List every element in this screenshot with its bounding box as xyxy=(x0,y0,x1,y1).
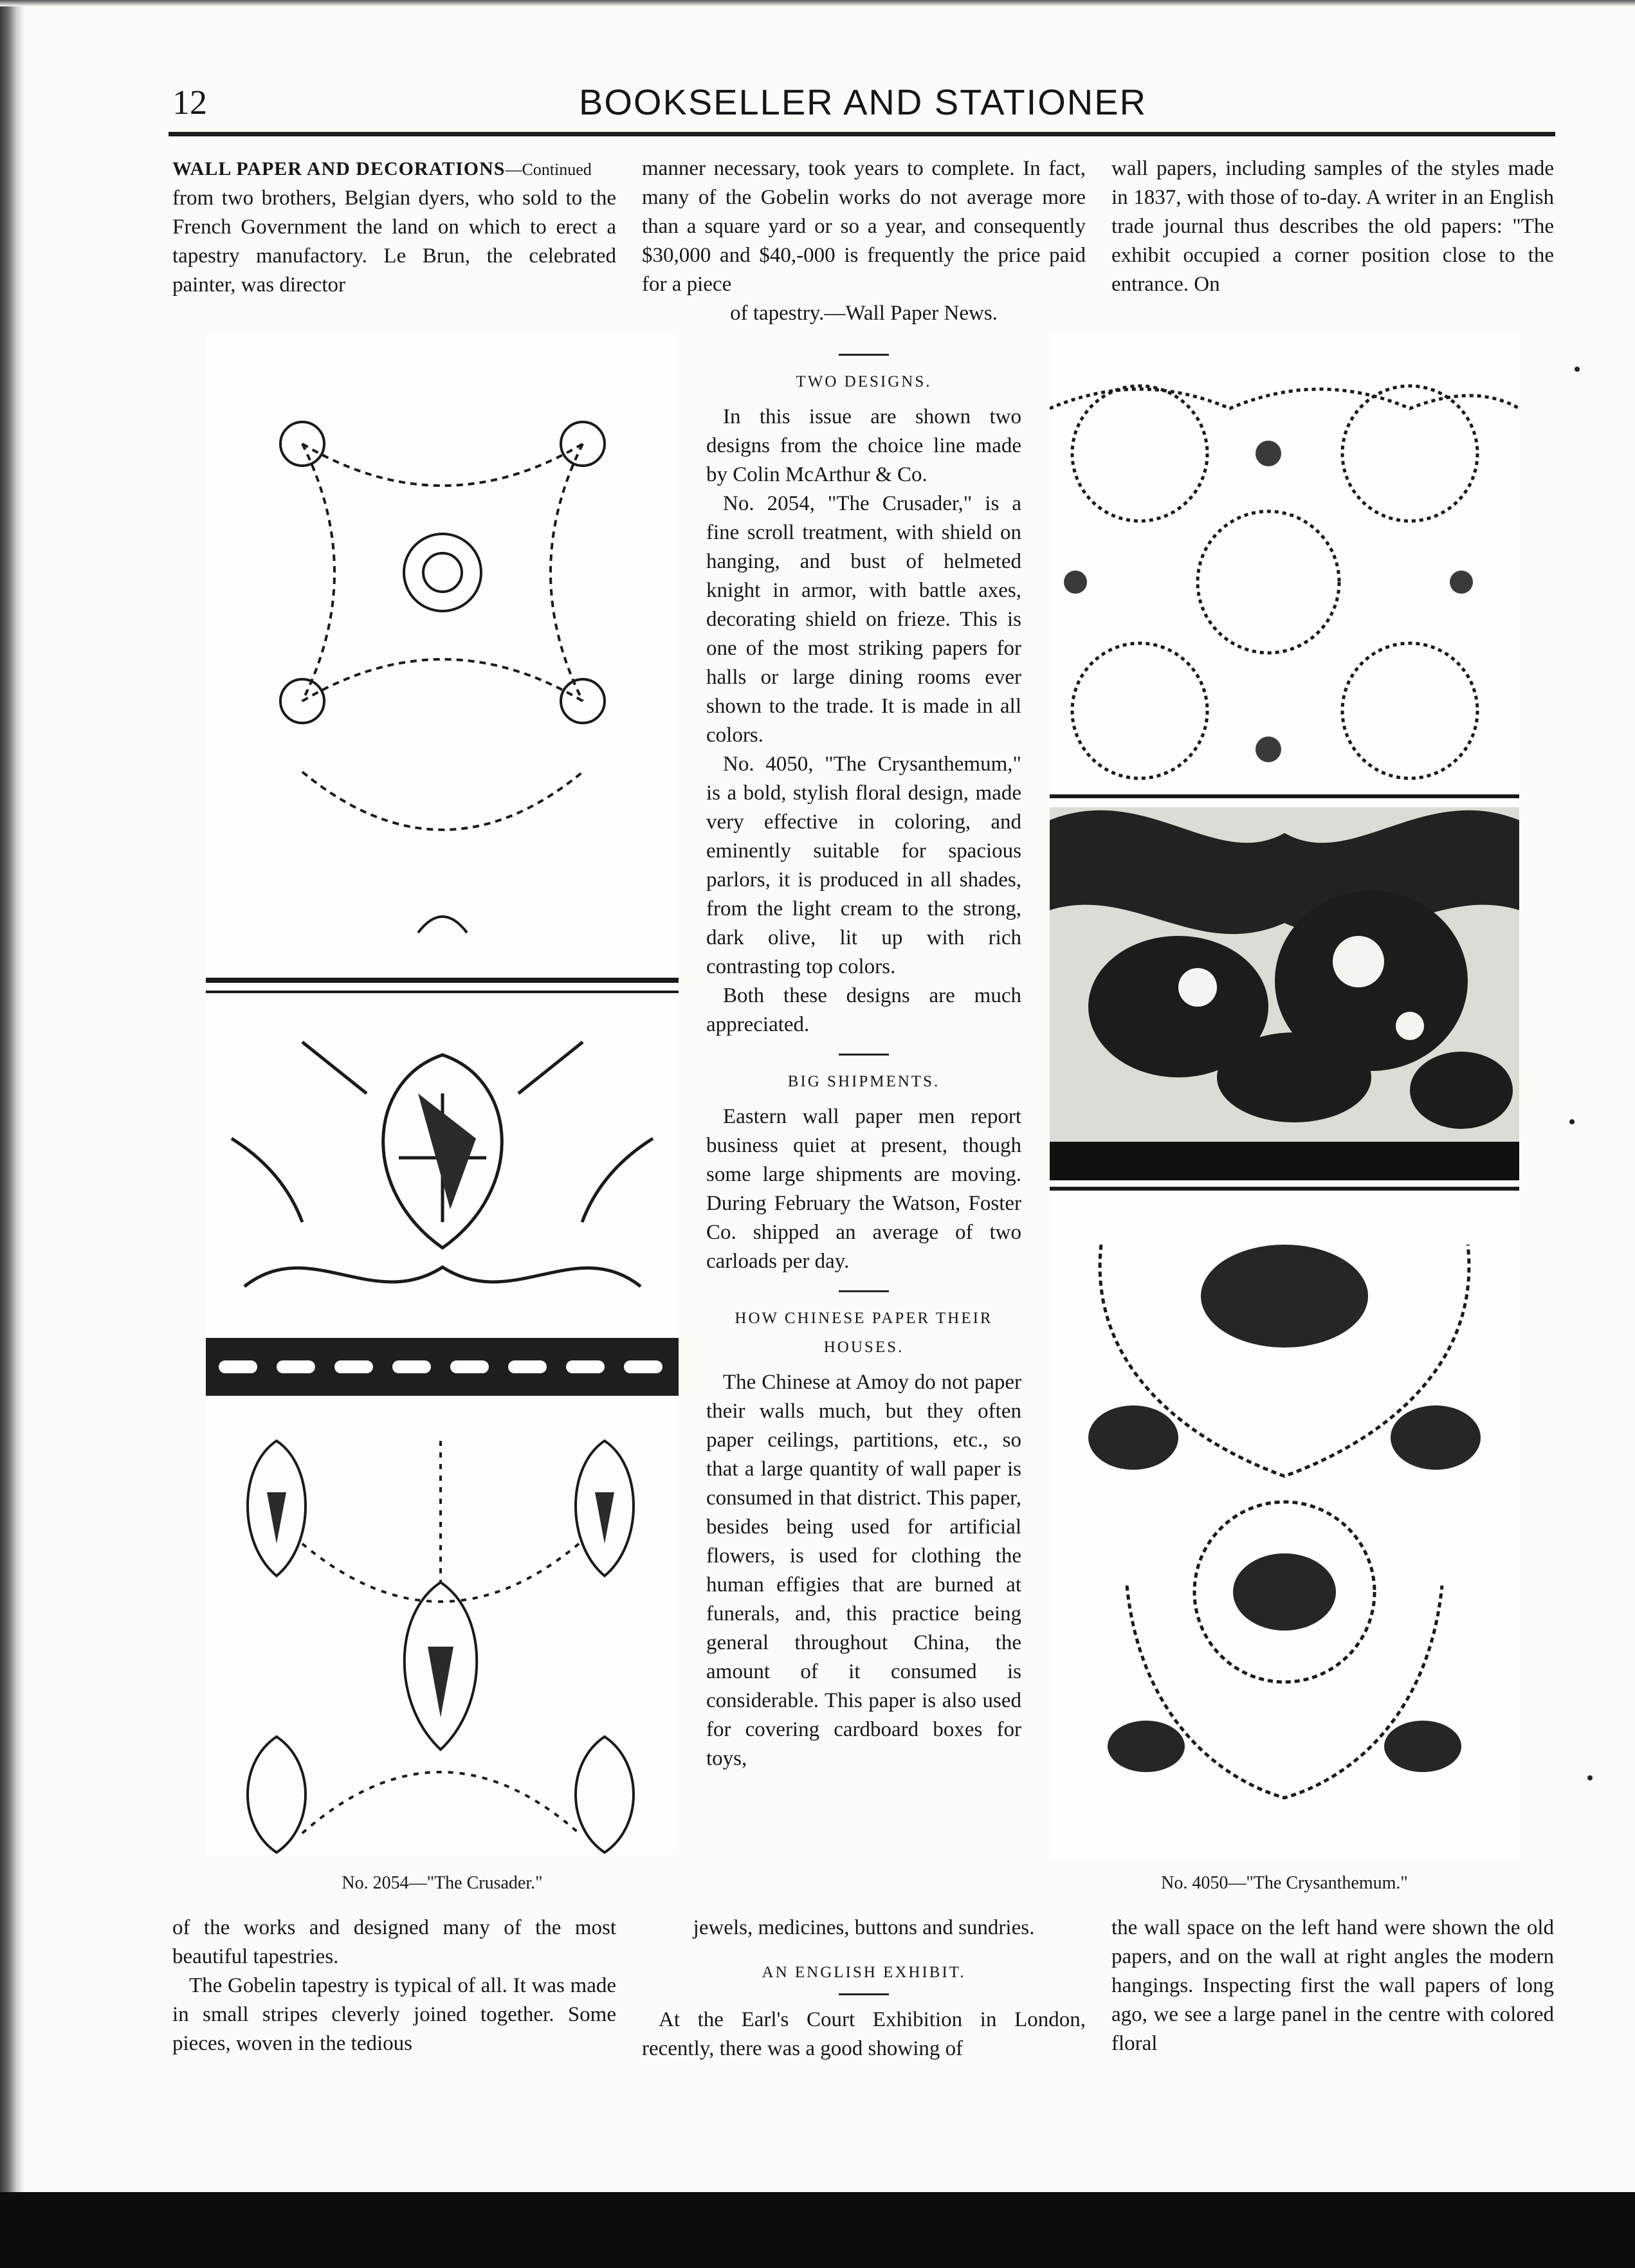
big-shipments-paragraph: Eastern wall paper men report business quiet at present, though some large shipments are moving. During February the Watson, Foster Co. shipped an average of two carloads per day. xyxy=(706,1105,1021,1273)
scan-top-edge xyxy=(0,0,1635,6)
divider-rule xyxy=(839,1054,889,1056)
col1-top-text xyxy=(172,154,616,300)
header-rule xyxy=(169,132,1555,136)
section-title: WALL PAPER AND DECORATIONS xyxy=(172,158,506,179)
big-shipments-heading: BIG SHIPMENTS. xyxy=(787,1073,940,1090)
scan-speck xyxy=(1569,1119,1575,1124)
divider-rule xyxy=(839,1290,889,1292)
scan-bottom-band xyxy=(0,2192,1635,2268)
chinese-paper-paragraph: The Chinese at Amoy do not paper their walls much, but they often paper ceilings, partitions, etc., so that a large quantity of wall paper is consumed in that district. This paper, besides being used for artificial flowers, is used for clothing the human effigies that are burned at funerals, and, this practice being general throughout China, the amount of it consumed is considerable. This paper is also used for covering cardboard boxes for toys, xyxy=(706,1371,1021,1770)
col1-bottom-text xyxy=(172,1914,616,2058)
crusader-wallpaper-plate xyxy=(206,334,679,1856)
crysanthemum-pattern-illustration xyxy=(1050,331,1519,1859)
crusader-caption: No. 2054—"The Crusader." xyxy=(342,1873,543,1893)
english-exhibit-paragraph: At the Earl's Court Exhibition in London, recently, there was a good showing of xyxy=(642,2008,1086,2060)
col2-bottom-text xyxy=(642,1914,1086,2063)
scan-speck xyxy=(1575,367,1580,372)
two-designs-paragraph-2: No. 2054, "The Crusader," is a fine scroll treatment, with shield on hanging, and bust of helmeted knight in armor, with battle axes, decorating shield on frieze. This is one of the most striking papers for halls or large dining rooms ever shown to the trade. It is made in all colors. xyxy=(706,492,1021,747)
two-designs-paragraph-1: In this issue are shown two designs from the choice line made by Colin McArthur & Co. xyxy=(706,405,1021,486)
col1-bottom-paragraph-2: The Gobelin tapestry is typical of all. It was made in small stripes cleverly joined together. Some pieces, woven in the tedious xyxy=(172,1974,616,2055)
page-number: 12 xyxy=(172,83,207,122)
middle-column xyxy=(706,354,1021,1773)
scan-binding-edge xyxy=(0,0,24,2268)
col2-top-paragraph: manner necessary, took years to complete. In fact, many of the Gobelin works do not average more than a square yard or so a year, and consequently $30,000 and $40,-000 is frequently the price paid for a piece xyxy=(642,157,1086,296)
col3-bottom-paragraph: the wall space on the left hand were shown the old papers, and on the wall at right angles the modern hangings. Inspecting first the wall papers of long ago, we see a large panel in the centre with colored floral xyxy=(1111,1916,1554,2055)
crusader-pattern-illustration xyxy=(206,334,679,1856)
divider-rule xyxy=(839,1993,889,1995)
running-head: BOOKSELLER AND STATIONER xyxy=(579,82,1147,122)
two-designs-heading: TWO DESIGNS. xyxy=(796,373,932,390)
col3-bottom-text xyxy=(1111,1914,1554,2058)
scan-speck xyxy=(1587,1775,1593,1780)
chinese-paper-heading-line-2: HOUSES. xyxy=(823,1339,904,1356)
col3-top-text xyxy=(1111,154,1554,299)
two-designs-paragraph-3: No. 4050, "The Crysanthemum," is a bold, stylish floral design, made very effective in coloring, and eminently suitable for spacious parlors, it is produced in all shades, from the light cream to the strong, dark olive, lit up with rich contrasting top colors. xyxy=(706,753,1021,978)
chinese-paper-last-line: jewels, medicines, buttons and sundries. xyxy=(693,1916,1035,1939)
col1-top-paragraph: from two brothers, Belgian dyers, who sold to the French Government the land on which to erect a tapestry manufactory. Le Brun, the celebrated painter, was director xyxy=(172,187,616,297)
chinese-paper-heading-line-1: HOW CHINESE PAPER THEIR xyxy=(735,1310,993,1327)
crysanthemum-caption: No. 4050—"The Crysanthemum." xyxy=(1161,1873,1408,1893)
col3-top-paragraph: wall papers, including samples of the styles made in 1837, with those of to-day. A writer in an English trade journal thus describes the old papers: "The exhibit occupied a corner position close to the entrance. On xyxy=(1111,157,1554,296)
english-exhibit-heading: AN ENGLISH EXHIBIT. xyxy=(762,1964,966,1981)
col2-top-text xyxy=(642,154,1086,328)
two-designs-paragraph-4: Both these designs are much appreciated. xyxy=(706,984,1021,1036)
divider-rule xyxy=(839,354,889,356)
crysanthemum-wallpaper-plate xyxy=(1050,331,1519,1859)
continued-label: —Continued xyxy=(505,160,592,179)
col1-bottom-paragraph-1: of the works and designed many of the most beautiful tapestries. xyxy=(172,1916,616,1968)
source-line: of tapestry.—Wall Paper News. xyxy=(730,302,998,325)
